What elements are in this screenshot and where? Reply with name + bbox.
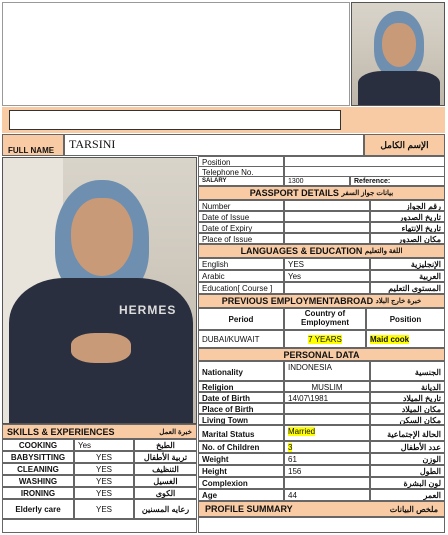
age-value: 44 (284, 489, 370, 501)
skills-header (2, 424, 197, 439)
skill-label: BABYSITTING (2, 451, 74, 463)
weight-label-ar: الوزن (370, 453, 445, 465)
language-value: Yes (284, 270, 370, 282)
skill-label-ar: تربية الأطفال (134, 451, 197, 463)
top-blank-area (2, 2, 350, 106)
age-label-ar: العمر (370, 489, 445, 501)
skill-value: YES (74, 463, 134, 475)
living-town-label: Living Town (198, 414, 284, 425)
passport-label-ar: تاريخ الإنتهاء (370, 222, 445, 233)
profile-body (198, 517, 445, 533)
children-label-ar: عدد الأطفال (370, 441, 445, 453)
employment-col-period: Period (198, 308, 284, 330)
telephone-label: Telephone No. (198, 166, 284, 177)
skill-value: Yes (74, 439, 134, 451)
passport-label: Date of Expiry (198, 222, 284, 233)
children-value-cell (284, 441, 370, 453)
dob-label-ar: تاريخ الميلاد (370, 392, 445, 403)
dob-value: 14\07\1981 (284, 392, 370, 403)
religion-label: Religion (198, 381, 284, 392)
skill-value: YES (74, 475, 134, 487)
skill-label: Elderly care (2, 499, 74, 519)
top-input[interactable] (9, 110, 341, 130)
passport-title: PASSPORT DETAILS (249, 188, 339, 198)
height-value: 156 (284, 465, 370, 477)
passport-value (284, 200, 370, 211)
employment-col-position: Position (366, 308, 445, 330)
profile-title-ar: ملخص البيانات (389, 504, 438, 514)
passport-header (198, 186, 445, 200)
age-label: Age (198, 489, 284, 501)
pob-value (284, 403, 370, 414)
skills-title: SKILLS & EXPERIENCES (7, 426, 115, 437)
employment-title-ar: خبرة خارج البلاد (375, 298, 422, 305)
reference-label: Reference: (350, 176, 445, 186)
full-name-label: FULL NAME (8, 146, 55, 155)
skill-label-ar: الكوى (134, 487, 197, 499)
employment-position-value: Maid cook (370, 335, 410, 344)
nationality-label: Nationality (198, 361, 284, 381)
nationality-label-ar: الجنسية (370, 361, 445, 381)
skills-footer (2, 519, 197, 533)
passport-label: Number (198, 200, 284, 211)
language-label: Arabic (198, 270, 284, 282)
marital-value: Married (288, 427, 316, 436)
employment-title: PREVIOUS EMPLOYMENTABROAD (221, 296, 374, 306)
marital-label-ar: الحالة الإجتماعية (370, 425, 445, 441)
living-town-value (284, 414, 370, 425)
weight-label: Weight (198, 453, 284, 465)
skill-label-ar: الغسيل (134, 475, 197, 487)
passport-label-ar: رقم الجواز (370, 200, 445, 211)
pob-label-ar: مكان الميلاد (370, 403, 445, 414)
passport-label-ar: تاريخ الصدور (370, 211, 445, 222)
skill-label: IRONING (2, 487, 74, 499)
full-name-label-ar: الإسم الكامل (364, 134, 445, 156)
skill-label-ar: الطبخ (134, 439, 197, 451)
passport-value (284, 233, 370, 244)
skill-value: YES (74, 499, 134, 519)
education-label: Education[ Course ] (198, 282, 284, 294)
living-town-label-ar: مكان السكن (370, 414, 445, 425)
passport-value (284, 222, 370, 233)
skill-label: WASHING (2, 475, 74, 487)
weight-value: 61 (284, 453, 370, 465)
height-label: Height (198, 465, 284, 477)
passport-label: Place of Issue (198, 233, 284, 244)
complexion-label: Complexion (198, 477, 284, 489)
complexion-value (284, 477, 370, 489)
personal-title: PERSONAL DATA (283, 349, 360, 360)
nationality-value: INDONESIA (284, 361, 370, 381)
skill-label: COOKING (2, 439, 74, 451)
personal-header (198, 348, 445, 361)
marital-label: Marital Status (198, 425, 284, 441)
marital-value-cell (284, 425, 370, 441)
employment-position (366, 330, 445, 348)
large-photo: HERMES (2, 157, 197, 424)
skill-value: YES (74, 451, 134, 463)
language-label-ar: العربية (370, 270, 445, 282)
passport-title-ar: بيانات جواز السفر (341, 190, 394, 197)
language-label: English (198, 258, 284, 270)
education-label-ar: المستوى التعليم (370, 282, 445, 294)
complexion-label-ar: لون البشرة (370, 477, 445, 489)
profile-title: PROFILE SUMMARY (205, 504, 293, 514)
salary-value: 1300 (284, 176, 350, 186)
children-label: No. of Children (198, 441, 284, 453)
employment-header (198, 294, 445, 308)
employment-period: DUBAI/KUWAIT (198, 330, 284, 348)
position-label: Position (198, 156, 284, 167)
languages-title: LANGUAGES & EDUCATION (240, 246, 363, 256)
skill-label-ar: التنظيف (134, 463, 197, 475)
children-value: 3 (288, 443, 293, 452)
salary-label: SALARY (198, 176, 284, 186)
profile-header (198, 501, 445, 517)
small-photo (351, 2, 445, 106)
passport-label: Date of Issue (198, 211, 284, 222)
height-label-ar: الطول (370, 465, 445, 477)
full-name-value: TARSINI (64, 134, 364, 156)
languages-title-ar: اللغة والتعليم (364, 248, 403, 255)
religion-value: MUSLIM (284, 381, 370, 392)
employment-country-value: 7 YEARS (308, 335, 342, 344)
skills-title-ar: خبرة العمل (159, 428, 192, 436)
passport-value (284, 211, 370, 222)
language-label-ar: الإنجليزية (370, 258, 445, 270)
dob-label: Date of Birth (198, 392, 284, 403)
education-value (284, 282, 370, 294)
skill-label: CLEANING (2, 463, 74, 475)
skill-label-ar: رعايه المسنين (134, 499, 197, 519)
employment-col-country: Country of Employment (284, 308, 366, 330)
languages-header (198, 244, 445, 258)
skill-value: YES (74, 487, 134, 499)
employment-country (284, 330, 366, 348)
pob-label: Place of Birth (198, 403, 284, 414)
religion-label-ar: الديانة (370, 381, 445, 392)
passport-label-ar: مكان الصدور (370, 233, 445, 244)
language-value: YES (284, 258, 370, 270)
